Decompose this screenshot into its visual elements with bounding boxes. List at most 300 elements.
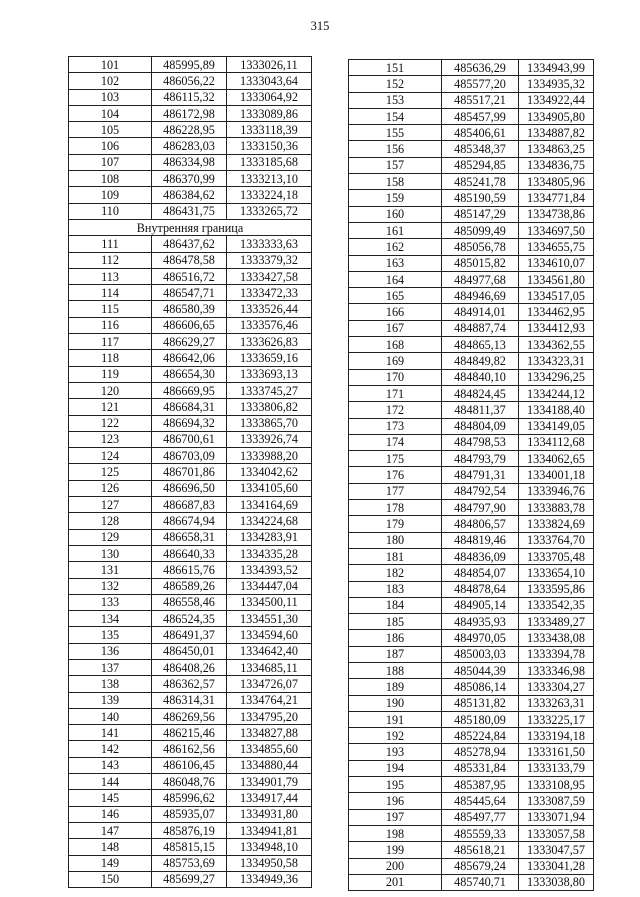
x-coordinate-cell: 486629,27 <box>152 334 227 350</box>
y-coordinate-cell: 1334642,40 <box>227 643 312 659</box>
point-number-cell: 199 <box>349 842 442 858</box>
table-row <box>349 760 594 776</box>
y-coordinate-cell: 1333764,70 <box>519 532 594 548</box>
point-number-cell: 167 <box>349 320 442 336</box>
x-coordinate-cell: 486580,39 <box>152 301 227 317</box>
y-coordinate-cell: 1333693,13 <box>227 366 312 382</box>
table-row <box>69 774 312 790</box>
table-row <box>349 858 594 874</box>
x-coordinate-cell: 486172,98 <box>152 105 227 121</box>
y-coordinate-cell: 1333542,35 <box>519 597 594 613</box>
x-coordinate-cell: 485348,37 <box>442 141 519 157</box>
y-coordinate-cell: 1333089,86 <box>227 105 312 121</box>
point-number-cell: 171 <box>349 385 442 401</box>
y-coordinate-cell: 1333427,58 <box>227 268 312 284</box>
x-coordinate-cell: 486491,37 <box>152 627 227 643</box>
y-coordinate-cell: 1334827,88 <box>227 725 312 741</box>
point-number-cell: 190 <box>349 695 442 711</box>
point-number-cell: 103 <box>69 89 152 105</box>
point-number-cell: 170 <box>349 369 442 385</box>
x-coordinate-cell: 484887,74 <box>442 320 519 336</box>
y-coordinate-cell: 1334917,44 <box>227 790 312 806</box>
point-number-cell: 182 <box>349 565 442 581</box>
point-number-cell: 185 <box>349 614 442 630</box>
table-row <box>349 190 594 206</box>
x-coordinate-cell: 485753,69 <box>152 855 227 871</box>
point-number-cell: 195 <box>349 777 442 793</box>
x-coordinate-cell: 486606,65 <box>152 317 227 333</box>
x-coordinate-cell: 485876,19 <box>152 822 227 838</box>
point-number-cell: 131 <box>69 562 152 578</box>
y-coordinate-cell: 1334764,21 <box>227 692 312 708</box>
y-coordinate-cell: 1334296,25 <box>519 369 594 385</box>
point-number-cell: 105 <box>69 122 152 138</box>
y-coordinate-cell: 1334726,07 <box>227 676 312 692</box>
y-coordinate-cell: 1334738,86 <box>519 206 594 222</box>
x-coordinate-cell: 484819,46 <box>442 532 519 548</box>
table-row <box>349 369 594 385</box>
y-coordinate-cell: 1333087,59 <box>519 793 594 809</box>
x-coordinate-cell: 485294,85 <box>442 157 519 173</box>
point-number-cell: 126 <box>69 480 152 496</box>
table-row <box>349 614 594 630</box>
table-row <box>349 662 594 678</box>
x-coordinate-cell: 485517,21 <box>442 92 519 108</box>
y-coordinate-cell: 1334188,40 <box>519 402 594 418</box>
y-coordinate-cell: 1333161,50 <box>519 744 594 760</box>
table-row <box>349 630 594 646</box>
point-number-cell: 144 <box>69 774 152 790</box>
y-coordinate-cell: 1334887,82 <box>519 125 594 141</box>
y-coordinate-cell: 1333379,32 <box>227 252 312 268</box>
y-coordinate-cell: 1333225,17 <box>519 711 594 727</box>
table-row <box>349 304 594 320</box>
point-number-cell: 166 <box>349 304 442 320</box>
point-number-cell: 132 <box>69 578 152 594</box>
table-row <box>69 334 312 350</box>
point-number-cell: 107 <box>69 154 152 170</box>
y-coordinate-cell: 1333806,82 <box>227 399 312 415</box>
x-coordinate-cell: 485099,49 <box>442 222 519 238</box>
table-row <box>69 105 312 121</box>
y-coordinate-cell: 1334283,91 <box>227 529 312 545</box>
point-number-cell: 142 <box>69 741 152 757</box>
x-coordinate-cell: 486269,56 <box>152 708 227 724</box>
table-row <box>349 451 594 467</box>
y-coordinate-cell: 1334880,44 <box>227 757 312 773</box>
table-row <box>349 434 594 450</box>
table-row <box>69 138 312 154</box>
point-number-cell: 189 <box>349 679 442 695</box>
x-coordinate-cell: 486408,26 <box>152 659 227 675</box>
y-coordinate-cell: 1334042,62 <box>227 464 312 480</box>
point-number-cell: 193 <box>349 744 442 760</box>
x-coordinate-cell: 485387,95 <box>442 777 519 793</box>
y-coordinate-cell: 1333865,70 <box>227 415 312 431</box>
table-row <box>349 320 594 336</box>
table-row <box>349 174 594 190</box>
point-number-cell: 114 <box>69 285 152 301</box>
point-number-cell: 175 <box>349 451 442 467</box>
table-row <box>349 842 594 858</box>
point-number-cell: 104 <box>69 105 152 121</box>
point-number-cell: 127 <box>69 497 152 513</box>
y-coordinate-cell: 1334362,55 <box>519 337 594 353</box>
x-coordinate-cell: 486106,45 <box>152 757 227 773</box>
x-coordinate-cell: 486589,26 <box>152 578 227 594</box>
table-row <box>69 317 312 333</box>
point-number-cell: 198 <box>349 825 442 841</box>
x-coordinate-cell: 485406,61 <box>442 125 519 141</box>
y-coordinate-cell: 1334941,81 <box>227 822 312 838</box>
point-number-cell: 176 <box>349 467 442 483</box>
point-number-cell: 141 <box>69 725 152 741</box>
x-coordinate-cell: 486687,83 <box>152 497 227 513</box>
x-coordinate-cell: 485003,03 <box>442 646 519 662</box>
point-number-cell: 143 <box>69 757 152 773</box>
x-coordinate-cell: 486654,30 <box>152 366 227 382</box>
table-row <box>69 122 312 138</box>
point-number-cell: 163 <box>349 255 442 271</box>
x-coordinate-cell: 485996,62 <box>152 790 227 806</box>
point-number-cell: 155 <box>349 125 442 141</box>
x-coordinate-cell: 485457,99 <box>442 108 519 124</box>
point-number-cell: 157 <box>349 157 442 173</box>
point-number-cell: 118 <box>69 350 152 366</box>
x-coordinate-cell: 484854,07 <box>442 565 519 581</box>
point-number-cell: 119 <box>69 366 152 382</box>
table-row <box>69 643 312 659</box>
y-coordinate-cell: 1333064,92 <box>227 89 312 105</box>
point-number-cell: 110 <box>69 203 152 219</box>
y-coordinate-cell: 1334462,95 <box>519 304 594 320</box>
x-coordinate-cell: 484793,79 <box>442 451 519 467</box>
point-number-cell: 121 <box>69 399 152 415</box>
y-coordinate-cell: 1334412,93 <box>519 320 594 336</box>
y-coordinate-cell: 1333038,80 <box>519 874 594 890</box>
point-number-cell: 173 <box>349 418 442 434</box>
y-coordinate-cell: 1333213,10 <box>227 171 312 187</box>
table-row <box>69 366 312 382</box>
x-coordinate-cell: 486701,86 <box>152 464 227 480</box>
x-coordinate-cell: 486334,98 <box>152 154 227 170</box>
point-number-cell: 186 <box>349 630 442 646</box>
y-coordinate-cell: 1334931,80 <box>227 806 312 822</box>
x-coordinate-cell: 486674,94 <box>152 513 227 529</box>
table-row <box>349 76 594 92</box>
table-row <box>69 871 312 887</box>
table-body <box>69 57 312 888</box>
y-coordinate-cell: 1333265,72 <box>227 203 312 219</box>
y-coordinate-cell: 1334105,60 <box>227 480 312 496</box>
y-coordinate-cell: 1333185,68 <box>227 154 312 170</box>
x-coordinate-cell: 486048,76 <box>152 774 227 790</box>
y-coordinate-cell: 1334561,80 <box>519 271 594 287</box>
y-coordinate-cell: 1333333,63 <box>227 236 312 252</box>
point-number-cell: 159 <box>349 190 442 206</box>
table-row <box>349 222 594 238</box>
y-coordinate-cell: 1333304,27 <box>519 679 594 695</box>
y-coordinate-cell: 1333071,94 <box>519 809 594 825</box>
point-number-cell: 124 <box>69 448 152 464</box>
x-coordinate-cell: 485147,29 <box>442 206 519 222</box>
table-row <box>349 60 594 76</box>
table-row <box>349 239 594 255</box>
point-number-cell: 151 <box>349 60 442 76</box>
y-coordinate-cell: 1334948,10 <box>227 839 312 855</box>
table-row <box>349 271 594 287</box>
table-row <box>349 92 594 108</box>
table-row <box>69 497 312 513</box>
table-row <box>349 825 594 841</box>
y-coordinate-cell: 1333946,76 <box>519 483 594 499</box>
point-number-cell: 135 <box>69 627 152 643</box>
table-row <box>69 448 312 464</box>
y-coordinate-cell: 1334950,58 <box>227 855 312 871</box>
table-row <box>349 793 594 809</box>
y-coordinate-cell: 1334610,07 <box>519 255 594 271</box>
y-coordinate-cell: 1333057,58 <box>519 825 594 841</box>
y-coordinate-cell: 1333526,44 <box>227 301 312 317</box>
y-coordinate-cell: 1333263,31 <box>519 695 594 711</box>
point-number-cell: 140 <box>69 708 152 724</box>
x-coordinate-cell: 486524,35 <box>152 611 227 627</box>
y-coordinate-cell: 1333224,18 <box>227 187 312 203</box>
point-number-cell: 115 <box>69 301 152 317</box>
table-row <box>349 874 594 890</box>
x-coordinate-cell: 486314,31 <box>152 692 227 708</box>
y-coordinate-cell: 1334922,44 <box>519 92 594 108</box>
table-row <box>349 695 594 711</box>
x-coordinate-cell: 486696,50 <box>152 480 227 496</box>
x-coordinate-cell: 484946,69 <box>442 288 519 304</box>
point-number-cell: 149 <box>69 855 152 871</box>
point-number-cell: 169 <box>349 353 442 369</box>
table-row <box>349 483 594 499</box>
y-coordinate-cell: 1334697,50 <box>519 222 594 238</box>
y-coordinate-cell: 1333150,36 <box>227 138 312 154</box>
y-coordinate-cell: 1334771,84 <box>519 190 594 206</box>
table-row <box>349 777 594 793</box>
table-row <box>69 382 312 398</box>
point-number-cell: 168 <box>349 337 442 353</box>
x-coordinate-cell: 486669,95 <box>152 382 227 398</box>
point-number-cell: 153 <box>349 92 442 108</box>
point-number-cell: 188 <box>349 662 442 678</box>
table-row <box>69 236 312 252</box>
point-number-cell: 108 <box>69 171 152 187</box>
y-coordinate-cell: 1334244,12 <box>519 385 594 401</box>
x-coordinate-cell: 486370,99 <box>152 171 227 187</box>
x-coordinate-cell: 486640,33 <box>152 545 227 561</box>
table-row <box>69 611 312 627</box>
point-number-cell: 187 <box>349 646 442 662</box>
point-number-cell: 201 <box>349 874 442 890</box>
y-coordinate-cell: 1334836,75 <box>519 157 594 173</box>
x-coordinate-cell: 484806,57 <box>442 516 519 532</box>
x-coordinate-cell: 486115,32 <box>152 89 227 105</box>
table-row <box>69 431 312 447</box>
x-coordinate-cell: 485618,21 <box>442 842 519 858</box>
point-number-cell: 154 <box>349 108 442 124</box>
table-row <box>69 301 312 317</box>
y-coordinate-cell: 1334685,11 <box>227 659 312 675</box>
x-coordinate-cell: 486547,71 <box>152 285 227 301</box>
x-coordinate-cell: 486431,75 <box>152 203 227 219</box>
table-row <box>69 545 312 561</box>
table-row <box>69 350 312 366</box>
point-number-cell: 147 <box>69 822 152 838</box>
y-coordinate-cell: 1334323,31 <box>519 353 594 369</box>
x-coordinate-cell: 484792,54 <box>442 483 519 499</box>
y-coordinate-cell: 1334112,68 <box>519 434 594 450</box>
x-coordinate-cell: 484905,14 <box>442 597 519 613</box>
coordinates-table-right <box>348 59 594 891</box>
table-row <box>69 594 312 610</box>
page-number: 315 <box>310 19 330 33</box>
table-row <box>69 757 312 773</box>
point-number-cell: 191 <box>349 711 442 727</box>
table-row <box>349 744 594 760</box>
table-row <box>349 125 594 141</box>
y-coordinate-cell: 1334855,60 <box>227 741 312 757</box>
point-number-cell: 196 <box>349 793 442 809</box>
point-number-cell: 113 <box>69 268 152 284</box>
table-row <box>349 581 594 597</box>
point-number-cell: 148 <box>69 839 152 855</box>
point-number-cell: 156 <box>349 141 442 157</box>
point-number-cell: 106 <box>69 138 152 154</box>
point-number-cell: 136 <box>69 643 152 659</box>
y-coordinate-cell: 1334001,18 <box>519 467 594 483</box>
point-number-cell: 117 <box>69 334 152 350</box>
point-number-cell: 125 <box>69 464 152 480</box>
x-coordinate-cell: 486215,46 <box>152 725 227 741</box>
x-coordinate-cell: 486700,61 <box>152 431 227 447</box>
y-coordinate-cell: 1334551,30 <box>227 611 312 627</box>
x-coordinate-cell: 486478,58 <box>152 252 227 268</box>
y-coordinate-cell: 1333133,79 <box>519 760 594 776</box>
y-coordinate-cell: 1333346,98 <box>519 662 594 678</box>
x-coordinate-cell: 485445,64 <box>442 793 519 809</box>
table-row <box>349 548 594 564</box>
table-row <box>69 855 312 871</box>
table-row <box>349 711 594 727</box>
table-row <box>349 157 594 173</box>
x-coordinate-cell: 486615,76 <box>152 562 227 578</box>
x-coordinate-cell: 486283,03 <box>152 138 227 154</box>
x-coordinate-cell: 485044,39 <box>442 662 519 678</box>
point-number-cell: 181 <box>349 548 442 564</box>
point-number-cell: 102 <box>69 73 152 89</box>
table-row <box>69 464 312 480</box>
point-number-cell: 129 <box>69 529 152 545</box>
x-coordinate-cell: 485056,78 <box>442 239 519 255</box>
x-coordinate-cell: 485278,94 <box>442 744 519 760</box>
point-number-cell: 177 <box>349 483 442 499</box>
y-coordinate-cell: 1334164,69 <box>227 497 312 513</box>
point-number-cell: 165 <box>349 288 442 304</box>
table-row <box>69 480 312 496</box>
x-coordinate-cell: 485180,09 <box>442 711 519 727</box>
x-coordinate-cell: 486558,46 <box>152 594 227 610</box>
x-coordinate-cell: 485699,27 <box>152 871 227 887</box>
table-row <box>69 676 312 692</box>
table-row <box>69 89 312 105</box>
x-coordinate-cell: 486684,31 <box>152 399 227 415</box>
table-row <box>349 500 594 516</box>
point-number-cell: 152 <box>349 76 442 92</box>
point-number-cell: 172 <box>349 402 442 418</box>
table-row <box>69 415 312 431</box>
table-row <box>69 268 312 284</box>
table-row <box>349 141 594 157</box>
point-number-cell: 164 <box>349 271 442 287</box>
x-coordinate-cell: 485224,84 <box>442 728 519 744</box>
y-coordinate-cell: 1334335,28 <box>227 545 312 561</box>
table-row <box>349 467 594 483</box>
point-number-cell: 109 <box>69 187 152 203</box>
table-row <box>69 529 312 545</box>
x-coordinate-cell: 485577,20 <box>442 76 519 92</box>
table-row <box>69 822 312 838</box>
x-coordinate-cell: 484970,05 <box>442 630 519 646</box>
table-row <box>69 73 312 89</box>
point-number-cell: 111 <box>69 236 152 252</box>
table-row <box>349 402 594 418</box>
point-number-cell: 122 <box>69 415 152 431</box>
point-number-cell: 184 <box>349 597 442 613</box>
x-coordinate-cell: 485995,89 <box>152 57 227 73</box>
x-coordinate-cell: 485015,82 <box>442 255 519 271</box>
y-coordinate-cell: 1333745,27 <box>227 382 312 398</box>
y-coordinate-cell: 1334655,75 <box>519 239 594 255</box>
y-coordinate-cell: 1333595,86 <box>519 581 594 597</box>
table-row <box>69 252 312 268</box>
y-coordinate-cell: 1333654,10 <box>519 565 594 581</box>
table-row <box>349 532 594 548</box>
x-coordinate-cell: 486694,32 <box>152 415 227 431</box>
x-coordinate-cell: 486162,56 <box>152 741 227 757</box>
table-row <box>349 809 594 825</box>
table-row <box>69 203 312 219</box>
table-row <box>69 187 312 203</box>
x-coordinate-cell: 486450,01 <box>152 643 227 659</box>
point-number-cell: 138 <box>69 676 152 692</box>
point-number-cell: 123 <box>69 431 152 447</box>
x-coordinate-cell: 485331,84 <box>442 760 519 776</box>
x-coordinate-cell: 484824,45 <box>442 385 519 401</box>
y-coordinate-cell: 1333659,16 <box>227 350 312 366</box>
y-coordinate-cell: 1333576,46 <box>227 317 312 333</box>
y-coordinate-cell: 1334149,05 <box>519 418 594 434</box>
x-coordinate-cell: 484914,01 <box>442 304 519 320</box>
point-number-cell: 116 <box>69 317 152 333</box>
point-number-cell: 158 <box>349 174 442 190</box>
y-coordinate-cell: 1334062,65 <box>519 451 594 467</box>
x-coordinate-cell: 484878,64 <box>442 581 519 597</box>
x-coordinate-cell: 484791,31 <box>442 467 519 483</box>
table-row <box>69 741 312 757</box>
y-coordinate-cell: 1334863,25 <box>519 141 594 157</box>
table-row <box>349 516 594 532</box>
table-row <box>349 353 594 369</box>
point-number-cell: 192 <box>349 728 442 744</box>
x-coordinate-cell: 486362,57 <box>152 676 227 692</box>
table-row <box>349 337 594 353</box>
y-coordinate-cell: 1333883,78 <box>519 500 594 516</box>
point-number-cell: 101 <box>69 57 152 73</box>
